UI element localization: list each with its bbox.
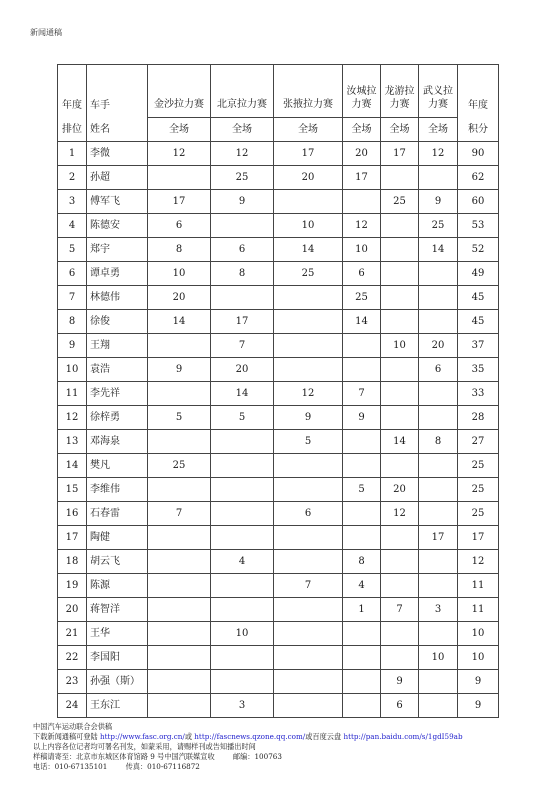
cell-zhangye: 12 (274, 382, 343, 406)
cell-jinsha (148, 526, 211, 550)
cell-rucheng: 9 (343, 406, 381, 430)
cell-longyou (381, 262, 419, 286)
cell-rucheng: 17 (343, 166, 381, 190)
table-row (58, 694, 499, 718)
cell-rank: 17 (58, 526, 87, 550)
cell-beijing (211, 214, 274, 238)
cell-rucheng (343, 670, 381, 694)
cell-beijing (211, 598, 274, 622)
cell-rucheng: 8 (343, 550, 381, 574)
cell-points: 49 (458, 262, 499, 286)
cell-points: 10 (458, 646, 499, 670)
cell-driver: 袁浩 (87, 358, 148, 382)
cell-beijing (211, 478, 274, 502)
cell-rucheng: 25 (343, 286, 381, 310)
table-row (58, 310, 499, 334)
cell-wuyi (419, 382, 458, 406)
header-driver-top: 车手 (87, 65, 148, 118)
cell-wuyi (419, 406, 458, 430)
cell-driver: 王东江 (87, 694, 148, 718)
cell-rank: 10 (58, 358, 87, 382)
cell-beijing: 10 (211, 622, 274, 646)
cell-longyou (381, 550, 419, 574)
header-rank-top: 年度 (58, 65, 87, 118)
table-row (58, 334, 499, 358)
cell-zhangye (274, 310, 343, 334)
cell-zhangye (274, 478, 343, 502)
cell-driver: 孙强（斯） (87, 670, 148, 694)
cell-longyou (381, 382, 419, 406)
cell-rucheng (343, 622, 381, 646)
cell-zhangye: 10 (274, 214, 343, 238)
cell-zhangye (274, 286, 343, 310)
cell-wuyi (419, 262, 458, 286)
cell-points: 17 (458, 526, 499, 550)
cell-zhangye: 25 (274, 262, 343, 286)
table-row (58, 526, 499, 550)
cell-zhangye: 6 (274, 502, 343, 526)
cell-jinsha (148, 334, 211, 358)
cell-points: 11 (458, 598, 499, 622)
cell-beijing (211, 502, 274, 526)
cell-points: 33 (458, 382, 499, 406)
header-race-wuyi: 武义拉力赛 (419, 65, 458, 118)
cell-driver: 王翔 (87, 334, 148, 358)
header-race-rucheng: 汝城拉力赛 (343, 65, 381, 118)
cell-rucheng: 12 (343, 214, 381, 238)
cell-jinsha: 6 (148, 214, 211, 238)
header-sub-overall: 全场 (148, 118, 211, 142)
cell-jinsha: 10 (148, 262, 211, 286)
cell-wuyi: 20 (419, 334, 458, 358)
cell-longyou: 9 (381, 670, 419, 694)
cell-wuyi (419, 286, 458, 310)
cell-beijing: 25 (211, 166, 274, 190)
cell-rank: 14 (58, 454, 87, 478)
cell-rank: 13 (58, 430, 87, 454)
cell-rucheng (343, 694, 381, 718)
cell-wuyi (419, 502, 458, 526)
cell-rucheng (343, 358, 381, 382)
cell-longyou: 10 (381, 334, 419, 358)
cell-jinsha (148, 598, 211, 622)
cell-points: 12 (458, 550, 499, 574)
cell-beijing: 6 (211, 238, 274, 262)
table-row (58, 478, 499, 502)
header-driver-bottom: 姓名 (87, 118, 148, 142)
cell-longyou (381, 574, 419, 598)
table-row (58, 358, 499, 382)
cell-longyou: 20 (381, 478, 419, 502)
cell-wuyi (419, 574, 458, 598)
cell-rucheng (343, 454, 381, 478)
cell-driver: 傅军飞 (87, 190, 148, 214)
cell-driver: 林德伟 (87, 286, 148, 310)
table-row (58, 670, 499, 694)
cell-beijing: 20 (211, 358, 274, 382)
table-row (58, 454, 499, 478)
cell-wuyi (419, 694, 458, 718)
footer-link-qzone[interactable]: http://fascnews.qzone.qq.com/ (194, 732, 306, 741)
table-row (58, 286, 499, 310)
cell-jinsha (148, 166, 211, 190)
footer-usage-note: 以上内容各位记者均可署名刊发，如蒙采用，请赐样刊或告知播出时间 (33, 742, 256, 751)
cell-jinsha (148, 646, 211, 670)
cell-longyou: 7 (381, 598, 419, 622)
table-row (58, 238, 499, 262)
cell-rank: 18 (58, 550, 87, 574)
cell-points: 11 (458, 574, 499, 598)
annual-ranking-table (57, 64, 499, 718)
table-row (58, 430, 499, 454)
table-row (58, 574, 499, 598)
cell-zhangye (274, 598, 343, 622)
cell-beijing: 14 (211, 382, 274, 406)
cell-points: 27 (458, 430, 499, 454)
header-sub-overall: 全场 (274, 118, 343, 142)
cell-jinsha: 12 (148, 142, 211, 166)
cell-driver: 徐梓勇 (87, 406, 148, 430)
cell-driver: 樊凡 (87, 454, 148, 478)
cell-rank: 8 (58, 310, 87, 334)
cell-wuyi (419, 166, 458, 190)
cell-wuyi: 12 (419, 142, 458, 166)
header-points-top: 年度 (458, 65, 499, 118)
footer-mailing-address: 样稿请寄至：北京市东城区体育馆路 9 号中国汽联媒宣收 邮编：100763 (33, 752, 282, 761)
cell-driver: 邓海泉 (87, 430, 148, 454)
cell-points: 53 (458, 214, 499, 238)
header-sub-overall: 全场 (381, 118, 419, 142)
table-row (58, 406, 499, 430)
cell-zhangye (274, 550, 343, 574)
cell-driver: 胡云飞 (87, 550, 148, 574)
cell-rank: 4 (58, 214, 87, 238)
table-row (58, 622, 499, 646)
cell-zhangye (274, 358, 343, 382)
cell-wuyi (419, 670, 458, 694)
cell-wuyi: 25 (419, 214, 458, 238)
cell-wuyi (419, 478, 458, 502)
cell-driver: 王华 (87, 622, 148, 646)
cell-wuyi: 14 (419, 238, 458, 262)
cell-longyou: 25 (381, 190, 419, 214)
cell-rucheng (343, 430, 381, 454)
cell-beijing: 17 (211, 310, 274, 334)
footer-link-fasc[interactable]: http://www.fasc.org.cn/ (99, 732, 185, 741)
cell-zhangye (274, 454, 343, 478)
cell-longyou (381, 622, 419, 646)
cell-longyou: 17 (381, 142, 419, 166)
cell-jinsha: 5 (148, 406, 211, 430)
footer-link-baidu[interactable]: http://pan.baidu.com/s/1gdI59ab (343, 732, 463, 741)
footer-download-text: 下载新闻通稿可登陆 (33, 732, 100, 741)
cell-longyou (381, 286, 419, 310)
cell-jinsha: 8 (148, 238, 211, 262)
cell-driver: 李先祥 (87, 382, 148, 406)
cell-driver: 李微 (87, 142, 148, 166)
cell-rucheng (343, 190, 381, 214)
cell-rank: 1 (58, 142, 87, 166)
cell-driver: 郑宇 (87, 238, 148, 262)
document-header-label: 新闻通稿 (30, 28, 62, 37)
cell-rucheng: 14 (343, 310, 381, 334)
cell-jinsha (148, 622, 211, 646)
header-race-beijing: 北京拉力赛 (211, 65, 274, 118)
footer-download-text-or: 或 (184, 732, 195, 741)
cell-rank: 6 (58, 262, 87, 286)
table-row (58, 262, 499, 286)
cell-wuyi (419, 454, 458, 478)
table-header-row-bottom (58, 118, 499, 142)
cell-points: 25 (458, 454, 499, 478)
cell-longyou (381, 238, 419, 262)
cell-points: 9 (458, 670, 499, 694)
cell-rank: 16 (58, 502, 87, 526)
cell-driver: 陈德安 (87, 214, 148, 238)
table-row (58, 142, 499, 166)
cell-zhangye (274, 334, 343, 358)
cell-beijing: 4 (211, 550, 274, 574)
cell-beijing (211, 454, 274, 478)
cell-rank: 24 (58, 694, 87, 718)
header-rank-bottom: 排位 (58, 118, 87, 142)
cell-zhangye (274, 526, 343, 550)
cell-rank: 7 (58, 286, 87, 310)
cell-points: 60 (458, 190, 499, 214)
cell-wuyi: 10 (419, 646, 458, 670)
cell-zhangye (274, 670, 343, 694)
header-sub-overall: 全场 (343, 118, 381, 142)
table-row (58, 190, 499, 214)
cell-longyou (381, 166, 419, 190)
cell-zhangye (274, 190, 343, 214)
cell-rucheng: 4 (343, 574, 381, 598)
cell-beijing (211, 286, 274, 310)
cell-wuyi: 9 (419, 190, 458, 214)
cell-rucheng (343, 502, 381, 526)
footer-source-line: 中国汽车运动联合会供稿 (33, 722, 113, 731)
cell-beijing (211, 574, 274, 598)
cell-points: 35 (458, 358, 499, 382)
cell-wuyi (419, 550, 458, 574)
table-row (58, 502, 499, 526)
cell-longyou (381, 646, 419, 670)
cell-zhangye: 17 (274, 142, 343, 166)
document-footer (33, 722, 463, 772)
cell-rucheng: 10 (343, 238, 381, 262)
cell-longyou: 12 (381, 502, 419, 526)
cell-beijing: 3 (211, 694, 274, 718)
cell-driver: 谭卓勇 (87, 262, 148, 286)
cell-beijing: 12 (211, 142, 274, 166)
table-row (58, 598, 499, 622)
cell-rank: 15 (58, 478, 87, 502)
cell-rank: 11 (58, 382, 87, 406)
table-row (58, 214, 499, 238)
cell-beijing (211, 646, 274, 670)
cell-driver: 陈源 (87, 574, 148, 598)
header-race-jinsha: 金沙拉力赛 (148, 65, 211, 118)
header-race-longyou: 龙游拉力赛 (381, 65, 419, 118)
cell-longyou (381, 526, 419, 550)
cell-jinsha: 25 (148, 454, 211, 478)
cell-rank: 9 (58, 334, 87, 358)
footer-download-line (33, 732, 463, 742)
cell-points: 90 (458, 142, 499, 166)
cell-rank: 20 (58, 598, 87, 622)
cell-driver: 陶健 (87, 526, 148, 550)
cell-points: 45 (458, 310, 499, 334)
cell-wuyi (419, 622, 458, 646)
cell-points: 9 (458, 694, 499, 718)
cell-points: 62 (458, 166, 499, 190)
cell-points: 28 (458, 406, 499, 430)
header-sub-overall: 全场 (211, 118, 274, 142)
cell-jinsha: 7 (148, 502, 211, 526)
cell-rank: 23 (58, 670, 87, 694)
cell-rucheng: 20 (343, 142, 381, 166)
cell-points: 52 (458, 238, 499, 262)
cell-jinsha (148, 430, 211, 454)
cell-zhangye: 5 (274, 430, 343, 454)
cell-wuyi: 8 (419, 430, 458, 454)
cell-points: 25 (458, 478, 499, 502)
cell-jinsha (148, 550, 211, 574)
cell-rank: 12 (58, 406, 87, 430)
cell-jinsha (148, 574, 211, 598)
cell-longyou (381, 406, 419, 430)
cell-longyou: 14 (381, 430, 419, 454)
cell-beijing (211, 526, 274, 550)
cell-points: 37 (458, 334, 499, 358)
cell-rucheng (343, 526, 381, 550)
cell-wuyi: 17 (419, 526, 458, 550)
cell-rucheng: 7 (343, 382, 381, 406)
header-sub-overall: 全场 (419, 118, 458, 142)
cell-beijing: 7 (211, 334, 274, 358)
table-row (58, 550, 499, 574)
cell-rank: 5 (58, 238, 87, 262)
cell-beijing: 9 (211, 190, 274, 214)
table-row (58, 382, 499, 406)
cell-rucheng (343, 334, 381, 358)
cell-beijing: 5 (211, 406, 274, 430)
cell-wuyi (419, 310, 458, 334)
cell-rank: 3 (58, 190, 87, 214)
cell-beijing: 8 (211, 262, 274, 286)
cell-zhangye: 20 (274, 166, 343, 190)
cell-zhangye: 9 (274, 406, 343, 430)
cell-jinsha: 20 (148, 286, 211, 310)
cell-jinsha: 17 (148, 190, 211, 214)
header-points-bottom: 积分 (458, 118, 499, 142)
cell-jinsha (148, 382, 211, 406)
cell-jinsha (148, 478, 211, 502)
cell-longyou (381, 454, 419, 478)
cell-points: 25 (458, 502, 499, 526)
cell-rank: 19 (58, 574, 87, 598)
cell-wuyi: 6 (419, 358, 458, 382)
cell-rucheng: 1 (343, 598, 381, 622)
cell-rank: 2 (58, 166, 87, 190)
cell-longyou: 6 (381, 694, 419, 718)
cell-longyou (381, 214, 419, 238)
cell-jinsha (148, 694, 211, 718)
cell-points: 45 (458, 286, 499, 310)
cell-zhangye: 7 (274, 574, 343, 598)
cell-beijing (211, 430, 274, 454)
table-header-row-top (58, 65, 499, 118)
cell-zhangye (274, 622, 343, 646)
cell-driver: 徐俊 (87, 310, 148, 334)
table-row (58, 166, 499, 190)
cell-jinsha: 9 (148, 358, 211, 382)
table-row (58, 646, 499, 670)
cell-zhangye: 14 (274, 238, 343, 262)
cell-longyou (381, 358, 419, 382)
cell-longyou (381, 310, 419, 334)
cell-rucheng: 5 (343, 478, 381, 502)
cell-jinsha (148, 670, 211, 694)
cell-jinsha: 14 (148, 310, 211, 334)
footer-download-text-baidu: 或百度云盘 (305, 732, 344, 741)
footer-contact-numbers: 电话：010-67135101 传真：010-67116872 (33, 762, 200, 771)
cell-beijing (211, 670, 274, 694)
cell-rank: 21 (58, 622, 87, 646)
cell-rucheng: 6 (343, 262, 381, 286)
cell-driver: 孙超 (87, 166, 148, 190)
cell-zhangye (274, 694, 343, 718)
cell-driver: 蒋智洋 (87, 598, 148, 622)
cell-driver: 石春雷 (87, 502, 148, 526)
cell-points: 10 (458, 622, 499, 646)
cell-wuyi: 3 (419, 598, 458, 622)
cell-driver: 李维伟 (87, 478, 148, 502)
cell-driver: 李国阳 (87, 646, 148, 670)
cell-rucheng (343, 646, 381, 670)
cell-zhangye (274, 646, 343, 670)
header-race-zhangye: 张掖拉力赛 (274, 65, 343, 118)
cell-rank: 22 (58, 646, 87, 670)
